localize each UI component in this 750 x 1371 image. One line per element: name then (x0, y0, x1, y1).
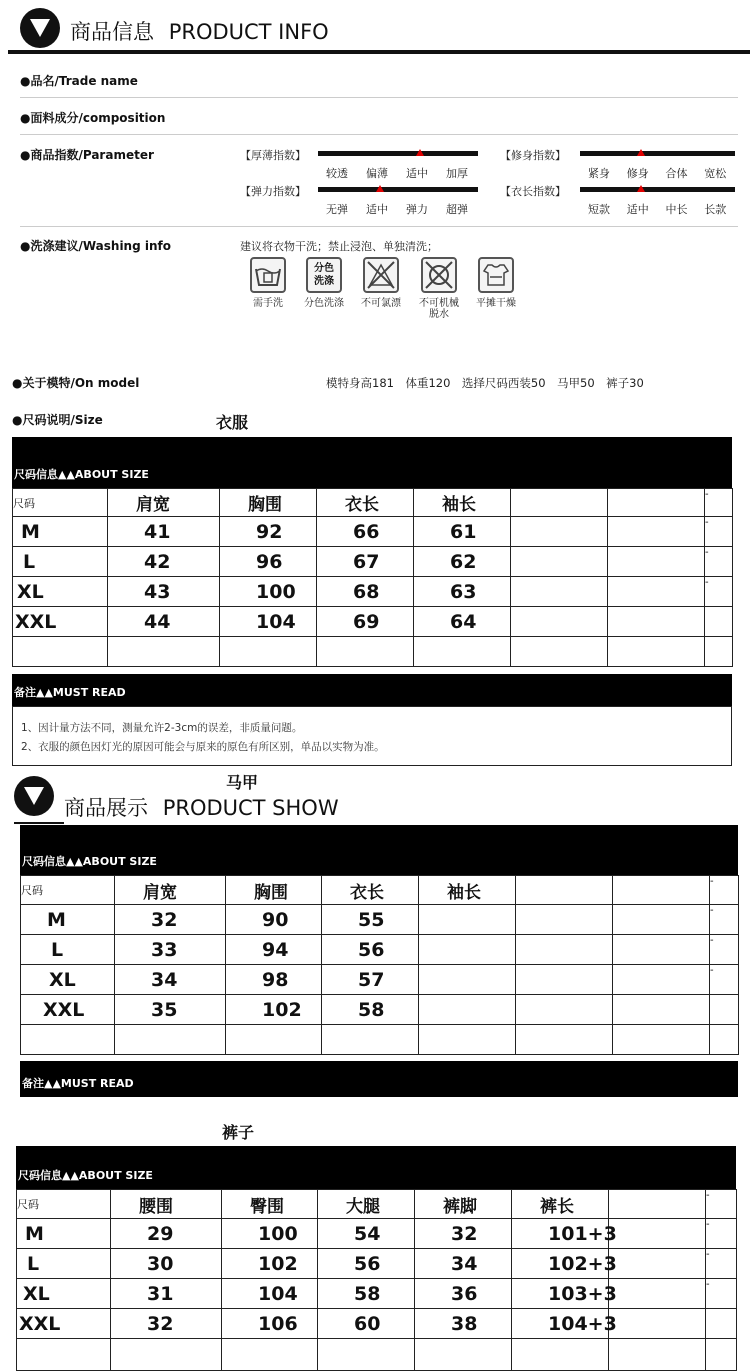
table-cell: - (705, 489, 733, 517)
table-cell (609, 1190, 706, 1219)
table-row (17, 1339, 737, 1371)
table-cell (609, 1279, 706, 1309)
table-header-row (17, 1190, 737, 1219)
table-cell: 94 (226, 935, 322, 965)
parameter-option: 长款 (704, 203, 727, 216)
column-header: 袖长 (419, 876, 516, 905)
table-cell (511, 489, 608, 517)
table-cell (609, 1249, 706, 1279)
table-cell (516, 876, 613, 905)
column-header: 袖长 (414, 489, 511, 517)
table-cell (609, 1339, 706, 1371)
table-row (21, 1025, 739, 1055)
size-cell: L (13, 547, 108, 577)
size-column-header: 尺码 (13, 489, 108, 517)
table-cell (419, 935, 516, 965)
table-cell: 90 (226, 905, 322, 935)
parameter-option: 适中 (406, 167, 428, 180)
table-cell: 56 (322, 935, 419, 965)
note-bar-label: 备注▲▲MUST READ (22, 1077, 134, 1090)
size-cell: M (17, 1219, 111, 1249)
table-cell: 101+3 (512, 1219, 609, 1249)
table-cell: 54 (318, 1219, 415, 1249)
table-cell: - (706, 1279, 737, 1309)
table-cell (705, 637, 733, 667)
column-header: 大腿 (318, 1190, 415, 1219)
table-cell (613, 905, 710, 935)
size-column-header: 尺码 (21, 876, 115, 905)
table-row (13, 637, 733, 667)
table-cell (511, 547, 608, 577)
table-cell (419, 965, 516, 995)
parameter-marker-icon (376, 185, 384, 192)
table-row (13, 547, 733, 577)
table-row (21, 935, 739, 965)
table-cell (516, 905, 613, 935)
table-cell: 58 (318, 1279, 415, 1309)
divider (20, 134, 738, 135)
table-row (21, 995, 739, 1025)
size-cell: M (21, 905, 115, 935)
table-cell: 63 (414, 577, 511, 607)
table-cell: 103+3 (512, 1279, 609, 1309)
title-en: PRODUCT SHOW (162, 796, 339, 820)
table-cell (613, 1025, 710, 1055)
pants-size-table (16, 1189, 737, 1371)
washing-caption: 需手洗 (253, 298, 283, 309)
table-cell: - (705, 517, 733, 547)
size-cell: XL (13, 577, 108, 607)
table-cell (608, 547, 705, 577)
washing-caption: 不可机械 脱水 (419, 298, 459, 320)
table-cell: 41 (108, 517, 220, 547)
table-cell: 33 (115, 935, 226, 965)
column-header: 裤长 (512, 1190, 609, 1219)
parameter-option: 紧身 (588, 167, 610, 180)
table-cell: 34 (115, 965, 226, 995)
table-cell: 100 (220, 577, 317, 607)
table-cell: - (710, 965, 739, 995)
brand-logo-icon (14, 776, 54, 816)
table-cell: - (705, 577, 733, 607)
parameter-marker-icon (637, 185, 645, 192)
table-cell (115, 1025, 226, 1055)
table-cell: 62 (414, 547, 511, 577)
on-model-label: ●关于模特/On model (12, 376, 140, 390)
table-cell: 67 (317, 547, 414, 577)
table-header-row (21, 876, 739, 905)
table-cell (511, 577, 608, 607)
divider (20, 226, 738, 227)
pants-title: 裤子 (222, 1123, 255, 1142)
parameter-option: 较透 (326, 167, 348, 180)
size-label: ●尺码说明/Size (12, 413, 103, 427)
table-cell: - (710, 905, 739, 935)
clothes-title: 衣服 (216, 413, 249, 432)
table-cell (608, 489, 705, 517)
parameter-name: 【弹力指数】 (240, 185, 306, 198)
header-rule (14, 822, 64, 824)
table-cell: 32 (115, 905, 226, 935)
table-cell (317, 637, 414, 667)
parameter-option: 适中 (366, 203, 388, 216)
trade-name-label: ●品名/Trade name (20, 74, 138, 88)
table-row (17, 1219, 737, 1249)
table-cell: - (706, 1190, 737, 1219)
clothes-note-bar (12, 674, 732, 706)
title-cn: 商品展示 (64, 796, 148, 820)
column-header: 臀围 (222, 1190, 318, 1219)
table-cell: 68 (317, 577, 414, 607)
table-cell: 55 (322, 905, 419, 935)
table-cell: 64 (414, 607, 511, 637)
table-cell (419, 1025, 516, 1055)
size-cell: XL (21, 965, 115, 995)
table-cell (608, 517, 705, 547)
table-cell (608, 607, 705, 637)
table-cell (706, 1309, 737, 1339)
parameter-option: 中长 (665, 203, 688, 216)
parameter-scale-bar (318, 151, 478, 156)
column-header: 肩宽 (115, 876, 226, 905)
table-row (21, 965, 739, 995)
table-cell (13, 637, 108, 667)
table-cell (318, 1339, 415, 1371)
washing-caption: 平摊干燥 (476, 298, 516, 309)
no-bleach-icon (363, 257, 399, 293)
table-cell: 100 (222, 1219, 318, 1249)
table-cell (516, 1025, 613, 1055)
clothes-size-table (12, 488, 733, 667)
table-cell: 35 (115, 995, 226, 1025)
table-cell: 104+3 (512, 1309, 609, 1339)
parameter-label: ●商品指数/Parameter (20, 148, 154, 162)
table-cell (512, 1339, 609, 1371)
separate-wash-icon: 分色 洗涤 (306, 257, 342, 293)
parameter-name: 【厚薄指数】 (240, 149, 306, 162)
table-cell (415, 1339, 512, 1371)
table-cell (511, 517, 608, 547)
vest-size-table (20, 875, 739, 1055)
pants-size-bar (16, 1146, 736, 1189)
table-cell: 44 (108, 607, 220, 637)
table-cell (222, 1339, 318, 1371)
hand-wash-icon (250, 257, 286, 293)
table-cell (111, 1339, 222, 1371)
vest-title: 马甲 (226, 773, 259, 792)
table-cell (108, 637, 220, 667)
table-header-row (13, 489, 733, 517)
table-cell: 32 (111, 1309, 222, 1339)
table-row (21, 905, 739, 935)
table-cell: - (710, 876, 739, 905)
parameter-option: 短款 (588, 203, 610, 216)
washing-caption: 不可氯漂 (361, 298, 401, 309)
divider (20, 97, 738, 98)
page-title (70, 16, 329, 46)
washing-caption: 分色洗涤 (304, 298, 344, 309)
table-cell: 102 (222, 1249, 318, 1279)
table-cell: 57 (322, 965, 419, 995)
parameter-scale-bar (580, 151, 735, 156)
parameter-option: 弹力 (406, 203, 428, 216)
table-cell: - (705, 547, 733, 577)
size-column-header: 尺码 (17, 1190, 111, 1219)
size-cell: L (17, 1249, 111, 1279)
table-cell (516, 995, 613, 1025)
parameter-option: 无弹 (326, 203, 348, 216)
table-cell (710, 995, 739, 1025)
title-en: PRODUCT INFO (168, 20, 329, 44)
table-cell (609, 1309, 706, 1339)
table-cell (710, 1025, 739, 1055)
column-header: 裤脚 (415, 1190, 512, 1219)
clothes-notes (12, 706, 732, 766)
size-cell: XXL (13, 607, 108, 637)
table-cell (613, 876, 710, 905)
column-header: 胸围 (220, 489, 317, 517)
size-bar-label: 尺码信息▲▲ABOUT SIZE (22, 855, 157, 868)
size-cell: XL (17, 1279, 111, 1309)
table-cell (511, 607, 608, 637)
table-cell (609, 1219, 706, 1249)
table-cell (705, 607, 733, 637)
table-cell (322, 1025, 419, 1055)
table-cell: 34 (415, 1249, 512, 1279)
flat-dry-icon (478, 257, 514, 293)
table-cell: 32 (415, 1219, 512, 1249)
table-cell: 96 (220, 547, 317, 577)
table-cell: 104 (220, 607, 317, 637)
model-info: 模特身高181 体重120 选择尺码西装50 马甲50 裤子30 (326, 376, 644, 390)
size-cell: XXL (21, 995, 115, 1025)
clothes-size-bar (12, 437, 732, 488)
table-cell (220, 637, 317, 667)
table-cell: 38 (415, 1309, 512, 1339)
table-cell: 102+3 (512, 1249, 609, 1279)
table-cell (613, 995, 710, 1025)
parameter-scale-bar (580, 187, 735, 192)
parameter-name: 【修身指数】 (500, 149, 566, 162)
parameter-name: 【衣长指数】 (500, 185, 566, 198)
note-bar-label: 备注▲▲MUST READ (14, 686, 126, 699)
table-cell (226, 1025, 322, 1055)
title-cn: 商品信息 (70, 20, 154, 44)
table-cell: 36 (415, 1279, 512, 1309)
parameter-option: 超弹 (446, 203, 468, 216)
table-cell: - (706, 1249, 737, 1279)
table-cell: 42 (108, 547, 220, 577)
parameter-marker-icon (416, 149, 424, 156)
table-cell: 61 (414, 517, 511, 547)
table-cell (608, 577, 705, 607)
table-cell (706, 1339, 737, 1371)
table-cell: 69 (317, 607, 414, 637)
table-cell: 104 (222, 1279, 318, 1309)
size-cell: XXL (17, 1309, 111, 1339)
washing-advice: 建议将衣物干洗；禁止浸泡、单独清洗； (240, 240, 438, 253)
no-machine-dry-icon (421, 257, 457, 293)
size-bar-label: 尺码信息▲▲ABOUT SIZE (14, 468, 149, 481)
table-row (17, 1249, 737, 1279)
table-row (13, 607, 733, 637)
column-header: 肩宽 (108, 489, 220, 517)
table-cell (419, 995, 516, 1025)
size-cell: M (13, 517, 108, 547)
table-cell: 43 (108, 577, 220, 607)
washing-label: ●洗涤建议/Washing info (20, 239, 171, 253)
table-cell (21, 1025, 115, 1055)
column-header: 衣长 (317, 489, 414, 517)
table-cell: 31 (111, 1279, 222, 1309)
note-line-2: 2、衣服的颜色因灯光的原因可能会与原来的原色有所区别，单品以实物为准。 (21, 741, 385, 753)
table-cell (613, 935, 710, 965)
table-cell: 92 (220, 517, 317, 547)
table-cell: 102 (226, 995, 322, 1025)
table-row (13, 577, 733, 607)
header-rule (8, 50, 750, 54)
table-cell: - (710, 935, 739, 965)
parameter-option: 合体 (665, 167, 688, 180)
table-cell (516, 965, 613, 995)
column-header: 腰围 (111, 1190, 222, 1219)
column-header: 胸围 (226, 876, 322, 905)
table-cell: 66 (317, 517, 414, 547)
parameter-option: 偏薄 (366, 167, 388, 180)
note-line-1: 1、因计量方法不同，测量允许2-3cm的误差，非质量问题。 (21, 722, 303, 734)
table-cell: 56 (318, 1249, 415, 1279)
table-cell: 58 (322, 995, 419, 1025)
table-cell (613, 965, 710, 995)
parameter-scale-bar (318, 187, 478, 192)
parameter-option: 适中 (626, 203, 649, 216)
table-cell (516, 935, 613, 965)
table-row (13, 517, 733, 547)
table-cell: 29 (111, 1219, 222, 1249)
parameter-option: 宽松 (704, 167, 727, 180)
table-cell (511, 637, 608, 667)
table-cell: 30 (111, 1249, 222, 1279)
table-cell (17, 1339, 111, 1371)
size-cell: L (21, 935, 115, 965)
table-cell (608, 637, 705, 667)
table-cell: - (706, 1219, 737, 1249)
brand-logo-icon (20, 8, 60, 48)
table-cell: 60 (318, 1309, 415, 1339)
column-header: 衣长 (322, 876, 419, 905)
parameter-marker-icon (637, 149, 645, 156)
table-cell (419, 905, 516, 935)
table-row (17, 1279, 737, 1309)
section-title-show (64, 792, 339, 822)
table-cell: 106 (222, 1309, 318, 1339)
size-bar-label: 尺码信息▲▲ABOUT SIZE (18, 1169, 153, 1182)
table-row (17, 1309, 737, 1339)
parameter-option: 加厚 (446, 167, 468, 180)
vest-note-bar (20, 1061, 738, 1097)
table-cell (414, 637, 511, 667)
parameter-option: 修身 (626, 167, 649, 180)
composition-label: ●面料成分/composition (20, 111, 166, 125)
table-cell: 98 (226, 965, 322, 995)
vest-size-bar (20, 825, 738, 875)
